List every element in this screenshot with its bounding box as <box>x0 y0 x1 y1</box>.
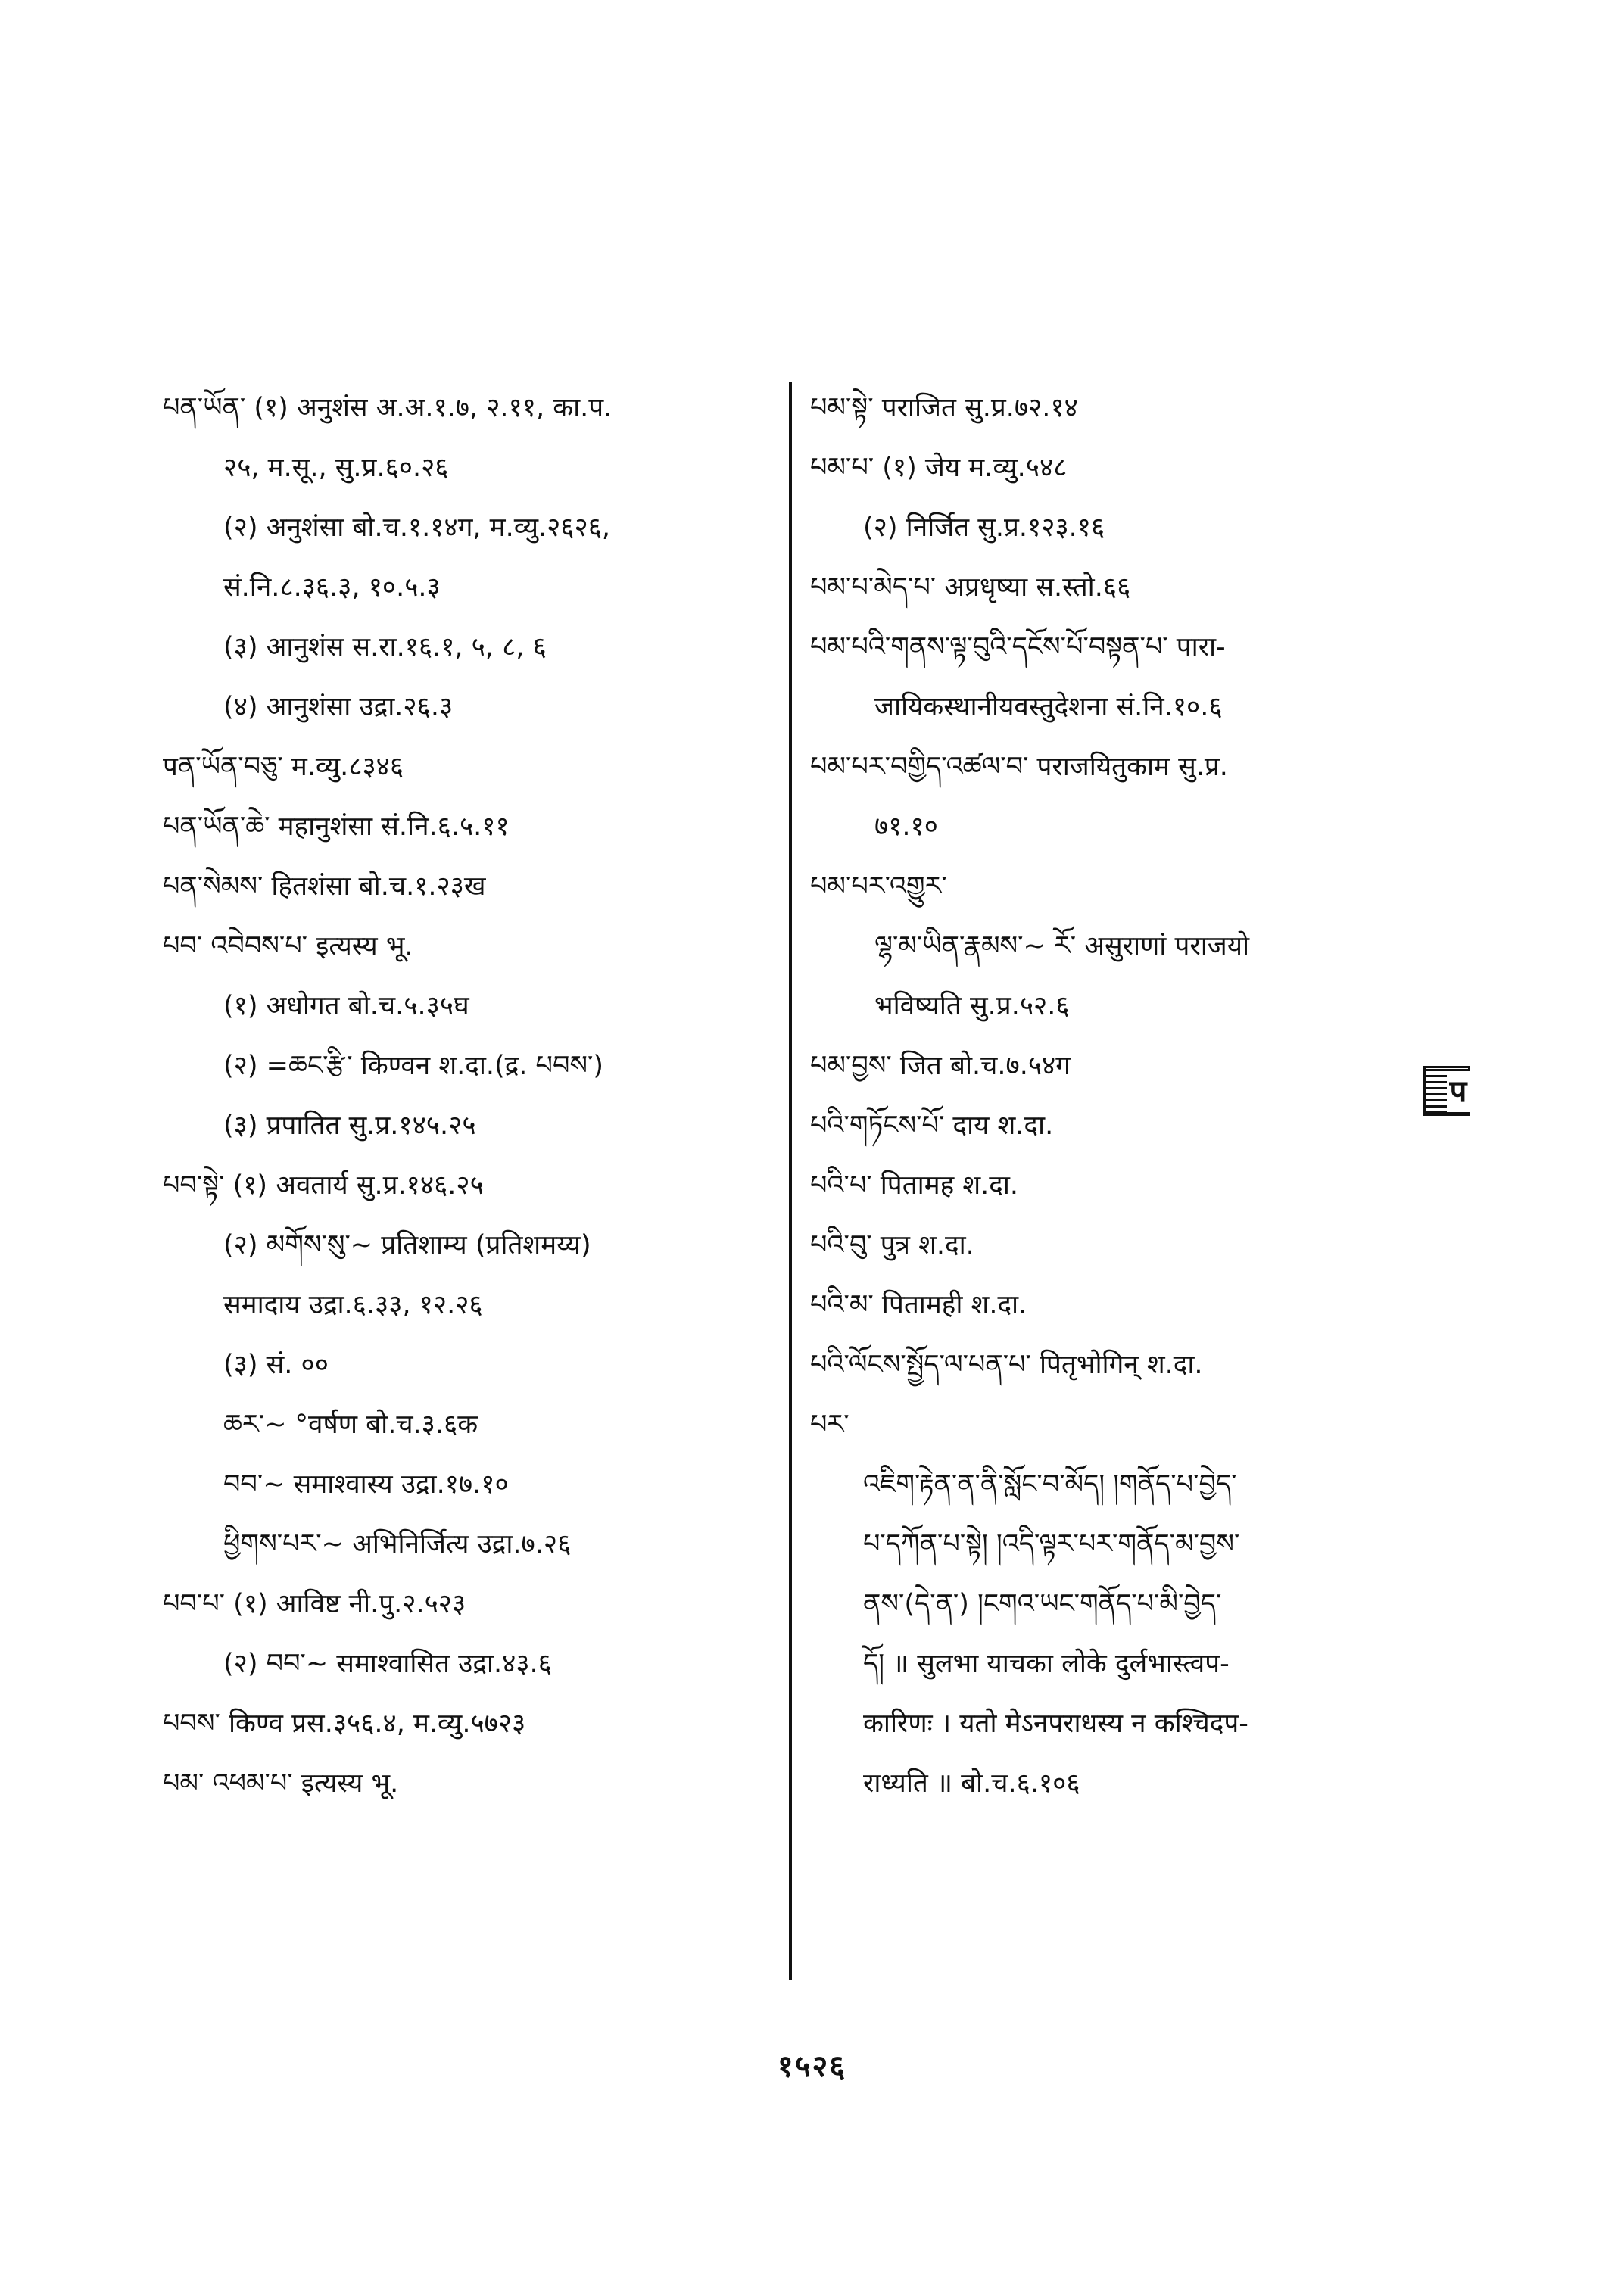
entry-line: ཆར་~ °वर्षण बो.च.३.६क <box>223 1410 478 1440</box>
entry-line: कारिणः । यतो मेऽनपराधस्य न कश्चिदप- <box>863 1709 1248 1739</box>
column-divider <box>789 382 792 1980</box>
entry-line: (१) अधोगत बो.च.५.३५घ <box>223 991 469 1021</box>
entry-line: (४) आनुशंसा उद्रा.२६.३ <box>223 692 454 722</box>
entry-line: पན་ཡོན་བཅུ་ म.व्यु.८३४६ <box>163 752 404 782</box>
page-number: १५२६ <box>777 2049 847 2084</box>
entry-line: (३) आनुशंस स.रा.१६.१, ५, ८, ६ <box>223 632 547 662</box>
entry-line: ཕྱིགས་པར་~ अभिनिर्जित्य उद्रा.७.२६ <box>223 1529 572 1559</box>
entry-line: (२) མགོས་སུ་~ प्रतिशाम्य (प्रतिशमय्य) <box>223 1230 591 1260</box>
entry-line: པབས་ किण्व प्रस.३५६.४, म.व्यु.५७२३ <box>163 1709 526 1739</box>
entry-line: (२) =ཆང་རྩི་ किण्वन श.दा.(द्र. པབས་) <box>223 1051 604 1081</box>
entry-line: པམ་སྟེ་ पराजित सु.प्र.७२.१४ <box>810 393 1078 423</box>
thumb-index-tab <box>1423 1066 1470 1116</box>
entry-line: ७१.१० <box>874 812 938 842</box>
entry-line: པའི་གཏོངས་པོ་ दाय श.दा. <box>810 1111 1054 1141</box>
entry-line: པམ་ འཕམ་པ་ इत्यस्य भू. <box>163 1768 399 1799</box>
thumb-index-letter: प <box>1447 1071 1470 1112</box>
entry-line: (३) सं. ०० <box>223 1350 329 1380</box>
entry-line: པའི་པ་ पितामह श.दा. <box>810 1170 1019 1201</box>
entry-line: པམ་བྱས་ जित बो.च.७.५४ग <box>810 1051 1071 1081</box>
entry-line: པབ་ འབེབས་པ་ इत्यस्य भू. <box>163 931 413 961</box>
entry-line: राध्यति ॥ बो.च.६.१०६ <box>863 1768 1080 1799</box>
entry-line: པ་དཀོན་པ་སྟེ། །འདི་ལྟར་པར་གནོད་མ་བྱས་ <box>863 1529 1240 1559</box>
entry-line: འཇིག་རྟེན་ན་ནི་སློང་བ་མོད། །གནོད་པ་བྱེད་ <box>863 1469 1237 1500</box>
entry-line: (२) བབ་~ समाश्वासित उद्रा.४३.६ <box>223 1649 552 1679</box>
entry-line: པམ་པར་འགྱུར་ <box>810 871 947 902</box>
entry-line: པབ་པ་ (१) आविष्ट नी.पु.२.५२३ <box>163 1589 466 1619</box>
entry-line: (३) प्रपातित सु.प्र.१४५.२५ <box>223 1111 476 1141</box>
entry-line: པབ་སྟེ་ (१) अवतार्य सु.प्र.१४६.२५ <box>163 1170 484 1201</box>
entry-line: བབ་~ समाश्वास्य उद्रा.१७.१० <box>223 1469 509 1500</box>
entry-line: པན་ཡོན་ (१) अनुशंस अ.अ.१.७, २.११, का.प. <box>163 393 613 423</box>
entry-line: भविष्यति सु.प्र.५२.६ <box>874 991 1070 1021</box>
entry-line: २५, म.सू., सु.प्र.६०.२६ <box>223 453 449 483</box>
entry-line: (२) निर्जित सु.प्र.१२३.१६ <box>863 512 1105 543</box>
entry-line: པའི་མ་ पितामही श.दा. <box>810 1290 1027 1320</box>
entry-line: པར་ <box>810 1410 849 1440</box>
right-column <box>810 379 1431 1814</box>
entry-line: པན་ཡོན་ཆེ་ महानुशंसा सं.नि.६.५.११ <box>163 812 510 842</box>
entry-line: དོ། ॥ सुलभा याचका लोके दुर्लभास्त्वप- <box>863 1649 1230 1679</box>
entry-line: सं.नि.८.३६.३, १०.५.३ <box>223 572 441 603</box>
entry-line: समादाय उद्रा.६.३३, १२.२६ <box>223 1290 483 1320</box>
entry-line: པམ་པར་བགྱིད་འཚལ་བ་ पराजयितुकाम सु.प्र. <box>810 752 1228 782</box>
entry-line: ལྷ་མ་ཡིན་རྣམས་~ རོ་ असुराणां पराजयो <box>874 931 1250 961</box>
entry-line: जायिकस्थानीयवस्तुदेशना सं.नि.१०.६ <box>874 692 1223 722</box>
entry-line: པམ་པའི་གནས་ལྟ་བུའི་དངོས་པོ་བསྟན་པ་ पारा- <box>810 632 1226 662</box>
entry-line: པའི་བུ་ पुत्र श.दा. <box>810 1230 974 1260</box>
entry-line: པམ་པ་ (१) जेय म.व्यु.५४८ <box>810 453 1068 483</box>
entry-line: པན་སེམས་ हितशंसा बो.च.१.२३ख <box>163 871 486 902</box>
left-column <box>163 379 768 1814</box>
entry-line: ནས་(དེ་ན་) །ངགའ་ཡང་གནོད་པ་མི་བྱེད་ <box>863 1589 1222 1619</box>
entry-line: པའི་ལོངས་སྤྱོད་ལ་པན་པ་ पितृभोगिन् श.दा. <box>810 1350 1203 1380</box>
entry-line: པམ་པ་མེད་པ་ अप्रधृष्या स.स्तो.६६ <box>810 572 1131 603</box>
entry-line: (२) अनुशंसा बो.च.१.१४ग, म.व्यु.२६२६, <box>223 512 611 543</box>
